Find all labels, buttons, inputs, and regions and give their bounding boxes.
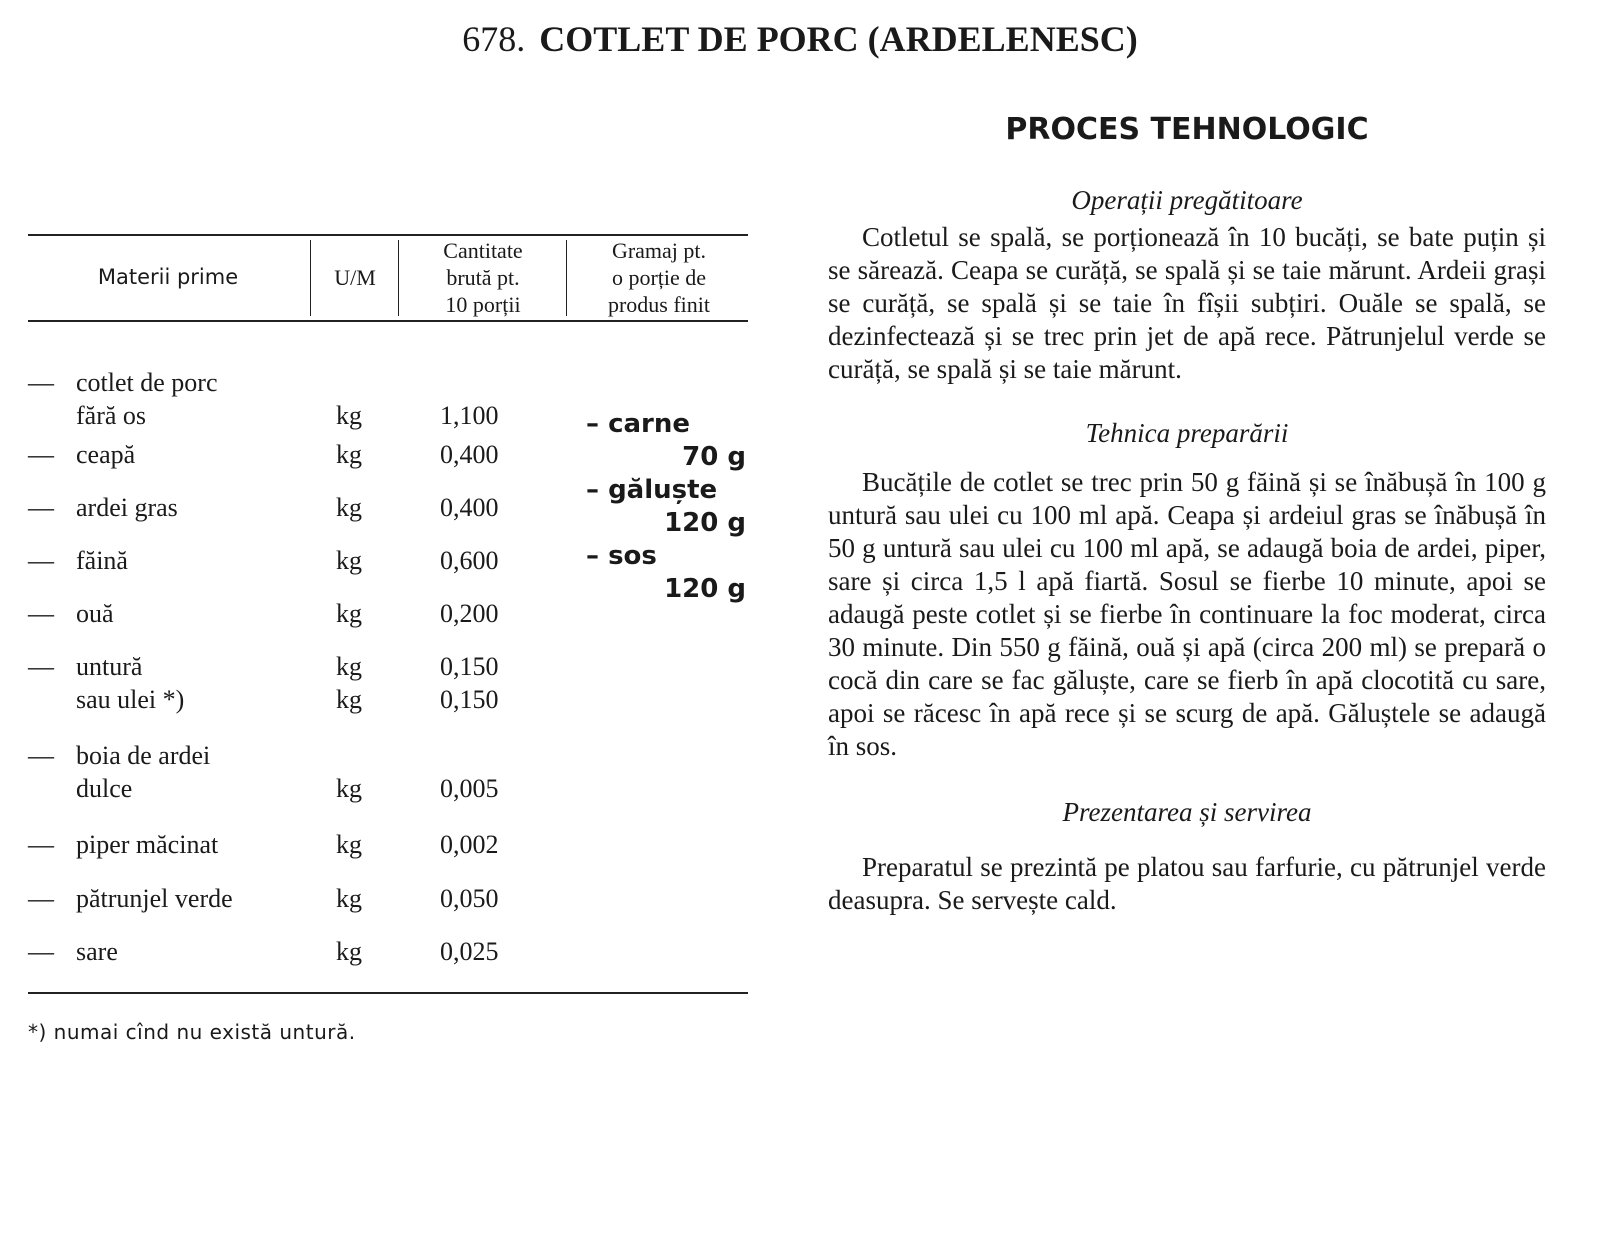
column-divider bbox=[566, 240, 567, 316]
list-dash: — bbox=[28, 599, 54, 628]
ingredient-line bbox=[28, 935, 568, 968]
ingredient-quantity: 0,150 bbox=[440, 685, 499, 714]
process-section bbox=[828, 110, 1546, 917]
ingredient-quantity: 0,002 bbox=[440, 830, 499, 859]
ingredient-unit: kg bbox=[336, 774, 362, 803]
list-dash: — bbox=[28, 440, 54, 469]
table-row bbox=[28, 438, 568, 471]
ingredient-line bbox=[28, 544, 568, 577]
list-dash: — bbox=[28, 368, 54, 397]
table-row bbox=[28, 491, 568, 524]
table-row bbox=[28, 650, 568, 716]
ingredient-line bbox=[28, 438, 568, 471]
ingredient-unit: kg bbox=[336, 685, 362, 714]
table-row bbox=[28, 828, 568, 861]
table-header-rule bbox=[28, 320, 748, 322]
ingredient-unit: kg bbox=[336, 599, 362, 628]
recipe-title: COTLET DE PORC (ARDELENESC) bbox=[539, 19, 1138, 59]
ingredient-quantity: 0,200 bbox=[440, 599, 499, 628]
footnote: *) numai cînd nu există untură. bbox=[28, 1020, 356, 1044]
column-divider bbox=[310, 240, 311, 316]
ingredient-unit: kg bbox=[336, 937, 362, 966]
ingredient-name: dulce bbox=[76, 774, 133, 803]
header-ingredient: Materii prime bbox=[97, 265, 239, 289]
ingredient-line bbox=[28, 597, 568, 630]
ingredient-line bbox=[28, 683, 568, 716]
portion-label: – carne bbox=[586, 409, 690, 439]
table-row bbox=[28, 597, 568, 630]
table-top-rule bbox=[28, 234, 748, 236]
list-dash: — bbox=[28, 652, 54, 681]
ingredient-unit: kg bbox=[336, 884, 362, 913]
ingredient-name: ardei gras bbox=[76, 493, 178, 522]
ingredient-line bbox=[28, 739, 568, 772]
ingredient-quantity: 0,400 bbox=[440, 493, 499, 522]
section-heading: Operații pregătitoare bbox=[1071, 185, 1303, 215]
list-dash: — bbox=[28, 830, 54, 859]
ingredient-unit: kg bbox=[336, 493, 362, 522]
section-heading: Tehnica preparării bbox=[1085, 418, 1289, 448]
portion-item bbox=[586, 408, 746, 474]
ingredient-name: cotlet de porc bbox=[76, 368, 218, 397]
portion-value: 120 g bbox=[664, 508, 746, 538]
ingredient-line bbox=[28, 366, 568, 399]
ingredient-quantity: 0,400 bbox=[440, 440, 499, 469]
portion-item bbox=[586, 474, 746, 540]
table-bottom-rule bbox=[28, 992, 748, 994]
portion-label: – găluște bbox=[586, 475, 718, 505]
ingredient-line bbox=[28, 828, 568, 861]
ingredient-name: boia de ardei bbox=[76, 741, 211, 770]
portion-weights bbox=[586, 408, 746, 606]
ingredient-line bbox=[28, 491, 568, 524]
ingredient-line bbox=[28, 882, 568, 915]
section-heading: Prezentarea și servirea bbox=[1062, 797, 1312, 827]
ingredient-name: untură bbox=[76, 652, 143, 681]
list-dash: — bbox=[28, 937, 54, 966]
table-row bbox=[28, 544, 568, 577]
portion-label: – sos bbox=[586, 541, 657, 571]
ingredient-name: făină bbox=[76, 546, 128, 575]
portion-value: 120 g bbox=[664, 574, 746, 604]
table-row bbox=[28, 882, 568, 915]
ingredient-line bbox=[28, 772, 568, 805]
ingredient-name: ouă bbox=[76, 599, 114, 628]
section-text: Cotletul se spală, se porționează în 10 bucăți, se bate puțin și se sărează. Ceapa se curăță, se spală și se taie mărunt. Ardeii grași se curăță, se spală și se taie în fîșii subțiri. Ouăle se spală, se dezinfectează și se trec prin jet de apă rece. Pătrunjelul verde se curăță, se spală și se taie mărunt. bbox=[828, 222, 1546, 384]
ingredient-unit: kg bbox=[336, 401, 362, 430]
table-row bbox=[28, 935, 568, 968]
list-dash: — bbox=[28, 493, 54, 522]
portion-item bbox=[586, 540, 746, 606]
ingredient-line bbox=[28, 650, 568, 683]
ingredient-unit: kg bbox=[336, 830, 362, 859]
ingredient-unit: kg bbox=[336, 440, 362, 469]
ingredient-unit: kg bbox=[336, 652, 362, 681]
ingredient-quantity: 0,150 bbox=[440, 652, 499, 681]
ingredient-quantity: 0,025 bbox=[440, 937, 499, 966]
section-text: Preparatul se prezintă pe platou sau farfurie, cu pătrunjel verde deasupra. Se servește cald. bbox=[828, 852, 1546, 915]
page-title bbox=[0, 18, 1600, 60]
column-divider bbox=[398, 240, 399, 316]
ingredient-name: sau ulei *) bbox=[76, 685, 185, 714]
section-text: Bucățile de cotlet se trec prin 50 g făină și se înăbușă în 100 g untură sau ulei cu 100 ml apă. Ceapa și ardeiul gras se înăbușă în 50 g untură sau ulei cu 100 ml apă, se adaugă boia de ardei, piper, sare și circa 1,5 l apă fiartă. Sosul se fierbe 10 minute, apoi se adaugă peste cotlet și se fierbe în continuare la foc moderat, circa 30 minute. Din 550 g făină, ouă și apă (circa 200 ml) se prepară o cocă din care se fac găluște, care se fierb în apă clocotită cu sare, apoi se răcesc în apă rece și se scurg de apă. Găluștele se adaugă în sos. bbox=[828, 467, 1546, 761]
header-portion-weight: Gramaj pt. o porție de produs finit bbox=[607, 238, 711, 317]
header-gross-quantity: Cantitate brută pt. 10 porții bbox=[443, 238, 523, 317]
ingredient-name: piper măcinat bbox=[76, 830, 219, 859]
ingredient-line bbox=[28, 399, 568, 432]
table-row bbox=[28, 739, 568, 805]
list-dash: — bbox=[28, 546, 54, 575]
ingredient-quantity: 0,005 bbox=[440, 774, 499, 803]
table-row bbox=[28, 366, 568, 432]
ingredient-quantity: 0,050 bbox=[440, 884, 499, 913]
ingredients-table bbox=[28, 234, 748, 1044]
ingredient-name: pătrunjel verde bbox=[76, 884, 233, 913]
list-dash: — bbox=[28, 884, 54, 913]
recipe-number: 678. bbox=[462, 19, 526, 59]
ingredient-name: ceapă bbox=[76, 440, 136, 469]
ingredient-name: sare bbox=[76, 937, 118, 966]
ingredient-name: fără os bbox=[76, 401, 147, 430]
ingredient-quantity: 0,600 bbox=[440, 546, 499, 575]
ingredient-unit: kg bbox=[336, 546, 362, 575]
portion-value: 70 g bbox=[682, 442, 746, 472]
list-dash: — bbox=[28, 741, 54, 770]
header-unit: U/M bbox=[334, 265, 376, 290]
process-title: PROCES TEHNOLOGIC bbox=[1005, 112, 1369, 147]
ingredient-quantity: 1,100 bbox=[440, 401, 499, 430]
